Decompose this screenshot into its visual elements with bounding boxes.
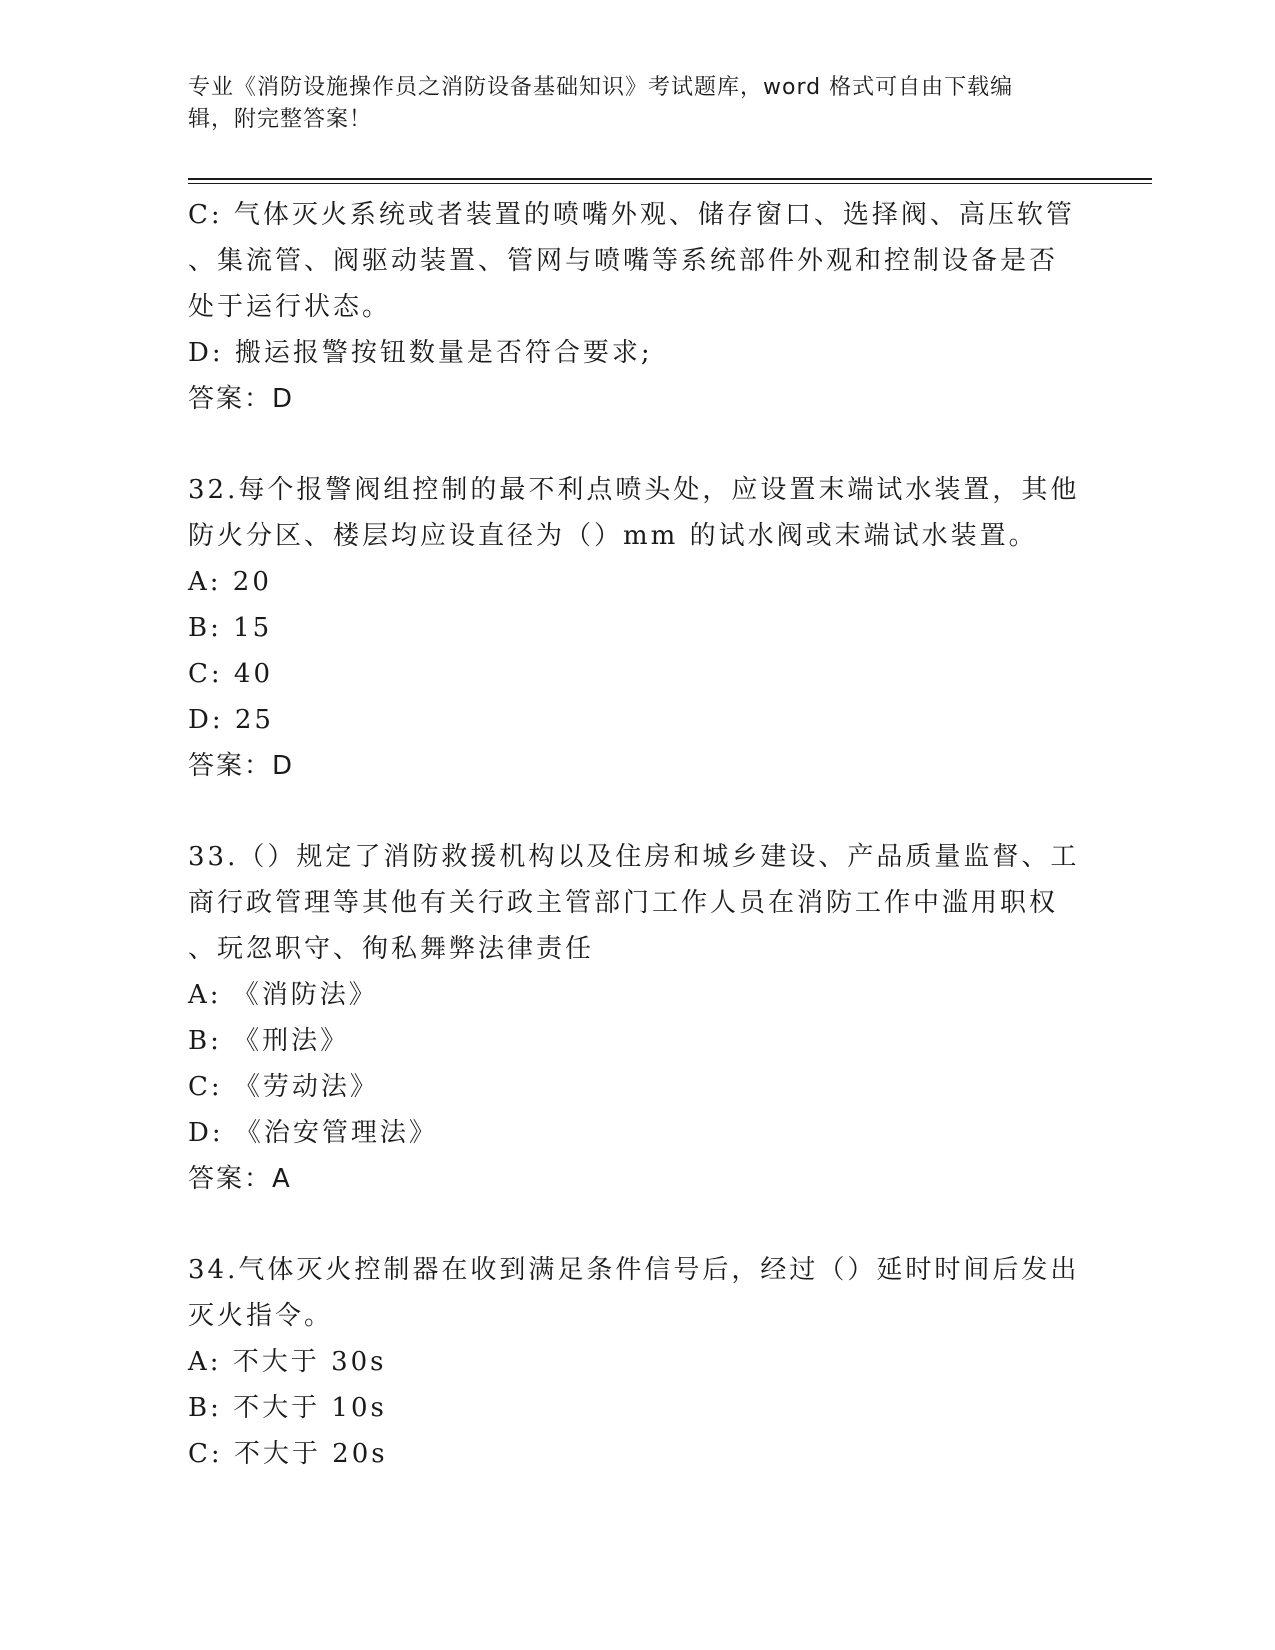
option-c: C: 40 (188, 659, 274, 689)
question-stem-line: 商行政管理等其他有关行政主管部门工作人员在消防工作中滥用职权 (188, 888, 1059, 918)
question-list (188, 192, 1088, 1477)
spacer (188, 422, 1088, 467)
option-d: D: 25 (188, 705, 274, 735)
option-b: B: 不大于 10s (188, 1393, 387, 1423)
document-header (188, 72, 1068, 136)
carryover-question (188, 192, 1088, 422)
question-stem-line: 33.（）规定了消防救援机构以及住房和城乡建设、产品质量监督、工 (188, 842, 1080, 872)
option-a: A: 《消防法》 (188, 980, 378, 1010)
option-c: C: 不大于 20s (188, 1439, 388, 1469)
question-32 (188, 467, 1088, 789)
option-b: B: 《刑法》 (188, 1026, 350, 1056)
option-c: C: 《劳动法》 (188, 1072, 379, 1102)
spacer (188, 789, 1088, 834)
question-stem-line: 32.每个报警阀组控制的最不利点喷头处，应设置末端试水装置，其他 (188, 475, 1080, 505)
header-divider-thick (188, 178, 1152, 180)
question-stem-line: 34.气体灭火控制器在收到满足条件信号后，经过（）延时时间后发出 (188, 1255, 1080, 1285)
question-stem-line: 防火分区、楼层均应设直径为（）mm 的试水阀或末端试水装置。 (188, 521, 1038, 551)
option-a: A: 不大于 30s (188, 1347, 387, 1377)
option-b: B: 15 (188, 613, 273, 643)
option-c-line: 、集流管、阀驱动装置、管网与喷嘴等系统部件外观和控制设备是否 (188, 246, 1059, 276)
spacer (188, 1202, 1088, 1247)
answer-line: 答案：D (188, 751, 295, 781)
answer-line: 答案：A (188, 1164, 292, 1194)
option-c-line: C: 气体灭火系统或者装置的喷嘴外观、储存窗口、选择阀、高压软管 (188, 200, 1075, 230)
option-c-line: 处于运行状态。 (188, 292, 392, 322)
question-34 (188, 1247, 1088, 1477)
question-stem-line: 、玩忽职守、徇私舞弊法律责任 (188, 934, 595, 964)
answer-line: 答案：D (188, 384, 295, 414)
option-d: D: 搬运报警按钮数量是否符合要求; (188, 338, 653, 368)
header-divider-thin (188, 183, 1152, 184)
header-line-1: 专业《消防设施操作员之消防设备基础知识》考试题库，word 格式可自由下载编 (188, 75, 1014, 100)
header-line-2: 辑，附完整答案！ (188, 107, 373, 132)
question-33 (188, 834, 1088, 1202)
option-d: D: 《治安管理法》 (188, 1118, 438, 1148)
question-stem-line: 灭火指令。 (188, 1301, 334, 1331)
option-a: A: 20 (188, 567, 272, 597)
